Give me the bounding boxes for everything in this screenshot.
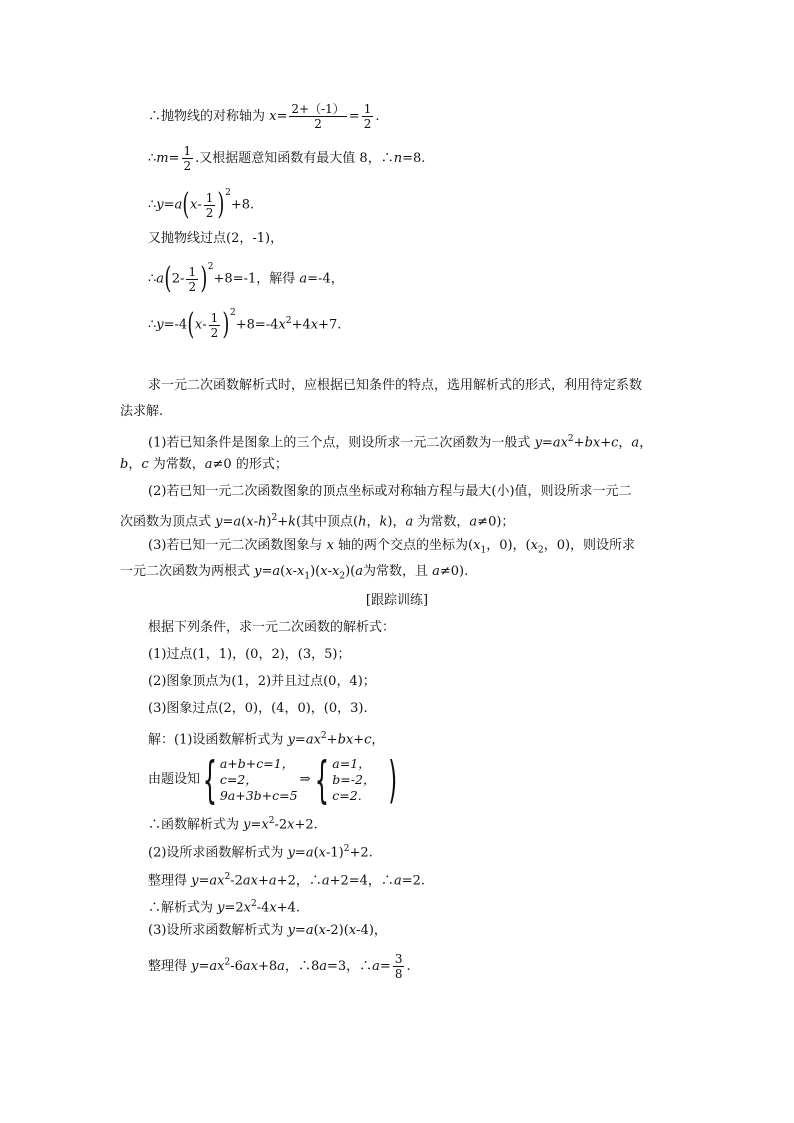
var: y — [191, 959, 199, 974]
var: x — [285, 564, 293, 579]
section-heading — [0, 592, 794, 610]
var: a — [305, 923, 314, 938]
var: x — [243, 900, 252, 916]
var: a — [319, 959, 327, 974]
text: (3)图象过点(2，0)，(4，0)，(0，3). — [148, 701, 368, 716]
text: - — [327, 564, 332, 579]
text: 解：(1)设函数解析式为 — [148, 732, 288, 748]
text: -6 — [230, 959, 243, 974]
axis-of-symmetry-line — [148, 102, 379, 131]
text: (3)若已知一元二次函数图象与 — [148, 538, 327, 553]
subscript: 2 — [339, 571, 346, 582]
var: y — [287, 923, 295, 938]
left-paren: ( — [182, 187, 190, 222]
var: y — [156, 317, 164, 333]
text: 次函数为顶点式 — [120, 514, 216, 530]
text: = — [250, 817, 262, 833]
text: ) — [266, 514, 272, 530]
text: 为常数， — [413, 514, 470, 530]
equation: a+b+c=1， — [219, 756, 295, 771]
equation-system — [148, 751, 398, 809]
general-form-line-1 — [148, 430, 652, 452]
text: 整理得 — [148, 959, 192, 974]
text: ( — [280, 564, 286, 579]
text: + — [353, 732, 365, 748]
text: .又根据题意知函数有最大值 8，∴ — [195, 151, 394, 166]
solve-a-line — [148, 261, 344, 296]
text: = — [276, 109, 288, 124]
implies-arrow: ⇒ — [299, 772, 311, 787]
text: ∴ — [148, 271, 157, 287]
text: (3)设所求函数解析式为 — [148, 923, 288, 938]
solution-3-setup — [148, 922, 387, 940]
text: +2. — [294, 817, 318, 833]
method-paragraph-line-1 — [148, 377, 642, 395]
var: m — [156, 151, 169, 166]
var: ax — [209, 873, 225, 889]
denominator: 2 — [363, 117, 372, 131]
denominator: 2 — [314, 117, 322, 131]
vertex-form-para-line-2 — [120, 509, 514, 531]
text: ( — [241, 514, 247, 530]
numerator: 2+（-1） — [291, 102, 345, 116]
denominator: 2 — [210, 325, 219, 340]
text: +2. — [349, 845, 373, 861]
var: x — [297, 564, 305, 579]
exponent: 2 — [567, 434, 574, 444]
text: = — [541, 435, 553, 451]
text: (2)图象顶点为(1，2)并且过点(0，4)； — [148, 674, 376, 689]
text: 为常数，且 — [362, 564, 433, 579]
text: ， — [366, 514, 380, 530]
var: a — [393, 873, 402, 889]
text: - — [253, 514, 258, 530]
text: ， — [128, 457, 142, 472]
text: -4)， — [356, 923, 387, 938]
var: c — [141, 457, 149, 472]
fraction — [209, 311, 221, 340]
text: ， — [371, 732, 385, 748]
solution-2-expand — [148, 868, 425, 890]
denominator: 8 — [394, 967, 403, 981]
text: ，0)，则设所求 — [543, 538, 636, 553]
text: 一元二次函数为两根式 — [120, 564, 255, 579]
text: 又抛物线过点(2，-1)， — [148, 231, 284, 246]
text: +2=4，∴ — [329, 873, 394, 889]
exponent: 2 — [207, 262, 214, 273]
var: a — [299, 271, 308, 287]
text: = — [198, 959, 210, 974]
text: = — [261, 564, 273, 579]
left-paren: ( — [164, 261, 172, 296]
text: 由题设知 — [148, 772, 201, 787]
text: . — [406, 959, 411, 974]
text: + — [600, 435, 612, 451]
text: 法求解. — [120, 404, 164, 419]
fraction — [289, 102, 346, 131]
text: ≠0). — [439, 564, 469, 579]
exponent: 2 — [251, 899, 257, 909]
two-roots-line-2 — [120, 563, 468, 586]
fraction — [362, 102, 374, 131]
numerator: 1 — [183, 144, 192, 158]
text: +4. — [276, 900, 301, 916]
m-value-line — [148, 144, 425, 173]
text: - — [292, 564, 297, 579]
system-equations — [220, 756, 298, 804]
var: b — [120, 457, 129, 472]
text: 整理得 — [148, 873, 192, 889]
subscript: 1 — [480, 545, 487, 556]
text: =-4 — [163, 317, 188, 333]
subscript: 2 — [537, 545, 544, 556]
text: -2 — [274, 817, 288, 833]
solution-1-result — [148, 812, 318, 834]
text: =2. — [401, 873, 425, 889]
question-1 — [148, 646, 350, 664]
right-paren: ) — [222, 307, 230, 342]
text: -2)( — [326, 923, 349, 938]
text: -4 — [256, 900, 270, 916]
text: +8 — [258, 959, 278, 974]
text: ≠0)； — [477, 514, 515, 530]
var: x — [320, 564, 328, 579]
var: y — [217, 900, 225, 916]
right-bracket: ) — [388, 751, 398, 809]
fraction — [393, 952, 405, 981]
text: (2)设所求函数解析式为 — [148, 845, 288, 861]
text: -1) — [326, 845, 344, 861]
equation: b=-2， — [332, 772, 376, 787]
var: k — [288, 514, 296, 530]
exponent: 2 — [343, 844, 350, 854]
text: ∴ — [148, 317, 157, 333]
passes-point-line — [148, 230, 283, 248]
var: x — [246, 514, 254, 530]
exponent: 2 — [285, 316, 292, 327]
text: +8=-1，解得 — [213, 271, 300, 287]
var: a — [277, 959, 285, 974]
text: ∴函数解析式为 — [148, 817, 244, 833]
text: )( — [345, 564, 356, 579]
var: x — [318, 923, 327, 938]
var: a — [174, 197, 183, 213]
var: a — [469, 514, 478, 530]
var: y — [534, 435, 542, 451]
var: a — [321, 873, 330, 889]
text: ，∴8 — [284, 959, 320, 974]
exponent: 2 — [225, 188, 231, 199]
var: x — [473, 538, 481, 553]
text: = — [294, 845, 306, 861]
text: +7. — [318, 317, 342, 333]
text: ( — [313, 923, 319, 938]
var: x — [318, 845, 327, 861]
var: y — [243, 817, 251, 833]
var: x — [261, 817, 269, 833]
fraction — [204, 191, 216, 220]
exponent: 2 — [268, 816, 275, 826]
text: 求一元二次函数解析式时，应根据已知条件的特点，选用解析式的形式，利用待定系数 — [148, 378, 643, 393]
final-expression-line — [148, 307, 342, 342]
equation: 9a+3b+c=5 — [219, 788, 298, 803]
denominator: 2 — [188, 279, 197, 294]
var: x — [331, 564, 340, 579]
question-2 — [148, 673, 376, 691]
fraction — [182, 144, 194, 173]
var: a — [372, 959, 380, 974]
var: a — [272, 564, 281, 579]
text: ∴抛物线的对称轴为 — [148, 109, 270, 124]
left-paren: ( — [187, 307, 195, 342]
var: ax — [552, 435, 568, 451]
exponent: 2 — [320, 731, 327, 741]
var: y — [215, 514, 223, 530]
text: - — [202, 317, 207, 333]
text: ， — [639, 435, 653, 451]
var: h — [358, 514, 367, 530]
var: x — [194, 317, 203, 333]
right-paren: ) — [217, 187, 225, 222]
text: (其中顶点( — [295, 514, 359, 530]
text: =8. — [402, 151, 426, 166]
equation: c=2， — [219, 772, 258, 787]
var: x — [287, 817, 295, 833]
var: c — [364, 732, 372, 748]
text: = — [198, 873, 210, 889]
numerator: 3 — [394, 952, 403, 966]
text: = — [294, 732, 306, 748]
text: ∴解析式为 — [148, 900, 218, 916]
var: bx — [337, 732, 354, 748]
var: a — [305, 845, 314, 861]
text: (1)若已知条件是图象上的三个点，则设所求一元二次函数为一般式 — [148, 435, 535, 451]
text: ， — [618, 435, 632, 451]
text: + — [326, 732, 338, 748]
exponent: 2 — [224, 872, 231, 882]
numerator: 1 — [188, 264, 197, 279]
text: ，0)，( — [486, 538, 531, 553]
text: = — [168, 151, 180, 166]
text: ∴ — [148, 197, 157, 213]
text: ≠0 的形式； — [212, 457, 288, 472]
left-brace: { — [315, 751, 330, 809]
var: bx — [584, 435, 601, 451]
var: x — [530, 538, 538, 553]
var: a — [156, 271, 165, 287]
text: 根据下列条件，求一元二次函数的解析式： — [148, 620, 396, 635]
var: a — [355, 564, 363, 579]
method-paragraph-line-2 — [120, 403, 163, 421]
denominator: 2 — [205, 205, 214, 220]
left-brace: { — [202, 751, 218, 809]
text: =3，∴ — [326, 959, 373, 974]
var: y — [254, 564, 262, 579]
general-form-line-2 — [120, 456, 288, 474]
var: ax — [209, 959, 225, 974]
text: +2，∴ — [276, 873, 322, 889]
text: = — [222, 514, 234, 530]
solution-2-setup — [148, 840, 373, 862]
text: +8=-4 — [235, 317, 279, 333]
var: c — [611, 435, 619, 451]
numerator: 1 — [363, 102, 372, 116]
var: a — [233, 514, 242, 530]
var: x — [348, 923, 357, 938]
text: +4 — [291, 317, 311, 333]
var: a — [631, 435, 640, 451]
text: 为常数， — [148, 457, 205, 472]
equation: c=2. — [332, 788, 362, 803]
var: x — [310, 317, 319, 333]
text: = — [294, 923, 306, 938]
text: + — [277, 514, 289, 530]
numerator: 1 — [205, 190, 214, 205]
exponent: 2 — [224, 957, 231, 968]
question-intro — [148, 619, 395, 637]
text: . — [375, 109, 380, 124]
var: a — [432, 564, 440, 579]
solution-2-result — [148, 895, 300, 917]
var: ax — [242, 873, 258, 889]
var: ax — [242, 959, 258, 974]
text: (2)若已知一元二次函数图象的顶点坐标或对称轴方程与最大(小)值，则设所求一元二 — [148, 484, 632, 499]
text: ∴ — [148, 151, 157, 166]
var: y — [287, 845, 295, 861]
two-roots-line-1 — [148, 537, 635, 560]
var: x — [269, 900, 277, 916]
vertex-form-line — [148, 187, 255, 222]
var: x — [190, 197, 198, 213]
text: -2 — [230, 873, 243, 889]
system-solution — [332, 756, 375, 804]
var: y — [287, 732, 295, 748]
var: y — [191, 873, 199, 889]
heading-text: [跟踪训练] — [365, 593, 429, 608]
right-paren: ) — [200, 261, 208, 296]
var: k — [379, 514, 388, 530]
text: = — [163, 197, 175, 213]
vertex-form-para-line-1 — [148, 483, 632, 501]
text: + — [258, 873, 269, 889]
text: )， — [387, 514, 406, 530]
text: (1)过点(1，1)，(0，2)，(3，5)； — [148, 647, 351, 662]
text: ( — [313, 845, 319, 861]
var: h — [258, 514, 267, 530]
text: = — [348, 109, 360, 124]
text: =2 — [224, 900, 244, 916]
solution-3-expand — [148, 952, 411, 981]
text: )( — [310, 564, 321, 579]
denominator: 2 — [183, 159, 192, 173]
var: a — [405, 514, 414, 530]
equation: a=1， — [332, 756, 371, 771]
var: n — [393, 151, 403, 166]
var: a — [268, 873, 277, 889]
var: ax — [305, 732, 321, 748]
var: x — [278, 317, 286, 333]
numerator: 1 — [210, 310, 219, 325]
var: y — [156, 197, 164, 213]
subscript: 1 — [304, 571, 311, 582]
fraction — [186, 265, 198, 294]
var: x — [269, 109, 277, 124]
exponent: 2 — [271, 513, 278, 523]
text: 2- — [171, 271, 185, 287]
question-3 — [148, 700, 368, 718]
text: + — [573, 435, 585, 451]
var: x — [326, 538, 334, 553]
exponent: 2 — [230, 308, 236, 319]
text: - — [197, 197, 202, 213]
var: a — [204, 457, 213, 472]
text: +8. — [230, 197, 255, 213]
solution-1-setup — [148, 727, 384, 749]
text: =-4， — [307, 271, 344, 287]
text: = — [379, 959, 391, 974]
text: 轴的两个交点的坐标为( — [333, 538, 474, 553]
